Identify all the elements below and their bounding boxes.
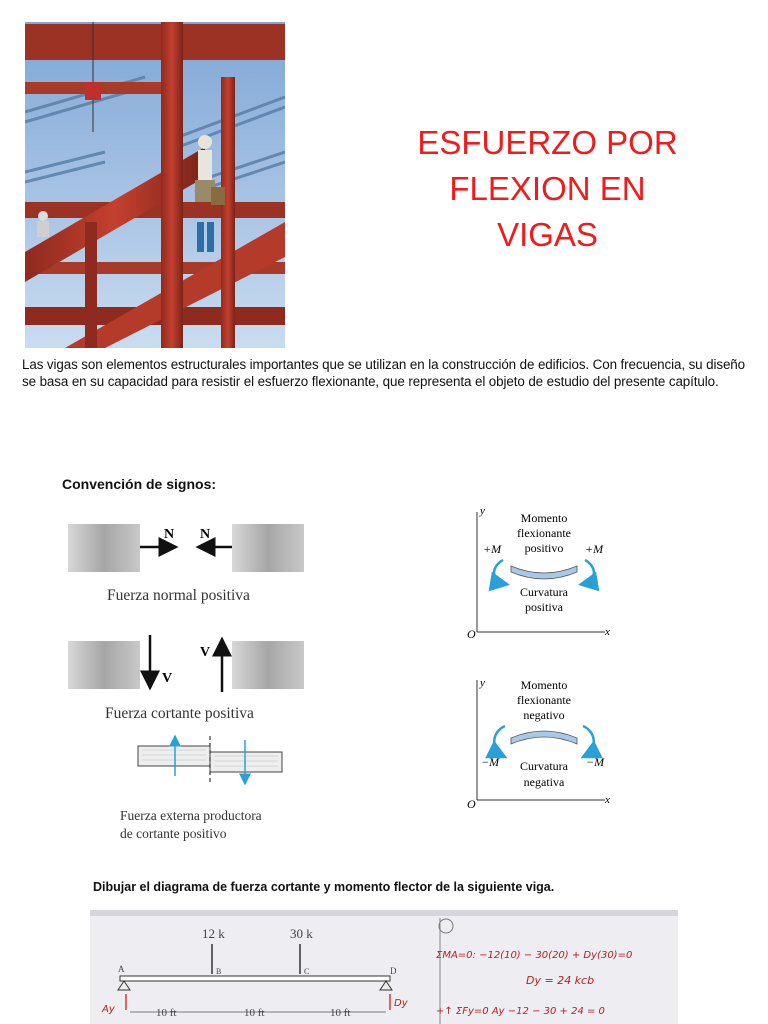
negative-moment-diagram	[467, 677, 610, 811]
moment-sign-diagrams	[455, 500, 625, 820]
moment-arrow-right-pos	[583, 560, 594, 584]
moment-arrow-right-neg	[583, 726, 594, 756]
equation-dy: Dy = 24 kcb	[526, 974, 595, 987]
beam-segment-right	[210, 752, 282, 772]
y-axis-label-pos: y	[480, 505, 485, 517]
beam-whiteboard-drawing	[90, 910, 678, 1024]
title-line-1: ESFUERZO POR	[417, 124, 678, 161]
equation-sum-moments: ΣMA=0: −12(10) − 30(20) + Dy(30)=0	[436, 950, 633, 961]
x-axis-label-neg: x	[605, 794, 610, 806]
equation-sum-forces: +↑ ΣFy=0 Ay −12 − 30 + 24 = 0	[436, 1006, 605, 1017]
title-line-3: VIGAS	[497, 216, 598, 253]
point-b: B	[216, 967, 222, 976]
beam-curved-positive	[511, 566, 577, 579]
neg-right-m: −M	[586, 755, 605, 769]
load-12k-label: 12 k	[202, 926, 225, 941]
neg-curv-2: negativa	[523, 775, 565, 789]
neg-curv-1: Curvatura	[520, 759, 568, 773]
pos-title-1: Momento	[520, 511, 568, 525]
construction-photo	[25, 22, 285, 348]
pos-right-m: +M	[585, 542, 604, 556]
neg-left-m: −M	[481, 755, 500, 769]
page-title	[395, 120, 700, 258]
moment-arrow-left-neg	[494, 726, 505, 756]
moment-arrow-left-pos	[494, 560, 505, 584]
span-1-label: 10 ft	[156, 1007, 177, 1019]
origin-label-neg: O	[467, 797, 476, 811]
beam-body	[120, 976, 390, 981]
block-left-normal	[68, 524, 140, 572]
point-a: A	[118, 964, 125, 974]
positive-moment-diagram	[467, 505, 610, 641]
normal-label-left: N	[164, 527, 175, 542]
shear-label-left: V	[162, 671, 173, 686]
span-2-label: 10 ft	[244, 1007, 265, 1019]
convention-heading: Convención de signos:	[62, 476, 217, 492]
beam-whiteboard-photo	[90, 910, 678, 1024]
block-left-shear	[68, 641, 140, 689]
neg-title-1: Momento	[520, 678, 568, 692]
shear-label-right: V	[200, 645, 211, 660]
pos-left-m: +M	[483, 542, 502, 556]
neg-title-3: negativo	[523, 708, 565, 722]
intro-paragraph: Las vigas son elementos estructurales importantes que se utilizan en la construcción de edificios. Con frecuencia, su diseño se basa en su capacidad para resistir el esfuerzo flexionante, que representa el objeto de estudio del presente capítulo.	[22, 357, 746, 389]
shear-caption: Fuerza cortante positiva	[105, 705, 254, 722]
pos-curv-2: positiva	[525, 600, 563, 614]
steel-frame-illustration	[25, 22, 285, 348]
title-line-2: FLEXION EN	[449, 170, 646, 207]
reaction-d-label: Dy	[394, 998, 408, 1009]
beam-segment-left	[138, 746, 210, 766]
beam-curved-negative	[511, 731, 577, 744]
pos-title-3: positivo	[524, 541, 564, 555]
exercise-instruction: Dibujar el diagrama de fuerza cortante y momento flector de la siguiente viga.	[93, 880, 555, 894]
point-c: C	[304, 967, 310, 976]
block-right-normal	[232, 524, 304, 572]
y-axis-label-neg: y	[480, 677, 485, 689]
origin-label-pos: O	[467, 627, 476, 641]
pos-curv-1: Curvatura	[520, 585, 568, 599]
x-axis-label-pos: x	[605, 626, 610, 638]
external-caption-1: Fuerza externa productora	[120, 808, 262, 823]
normal-label-right: N	[200, 527, 211, 542]
normal-caption: Fuerza normal positiva	[107, 587, 250, 604]
block-right-shear	[232, 641, 304, 689]
reaction-a-label: Ay	[102, 1004, 115, 1015]
pos-title-2: flexionante	[517, 526, 571, 540]
external-caption-2: de cortante positivo	[120, 826, 227, 841]
load-30k-label: 30 k	[290, 926, 313, 941]
sign-convention-diagram	[60, 500, 320, 850]
span-3-label: 10 ft	[330, 1007, 351, 1019]
point-d: D	[390, 966, 397, 976]
neg-title-2: flexionante	[517, 693, 571, 707]
